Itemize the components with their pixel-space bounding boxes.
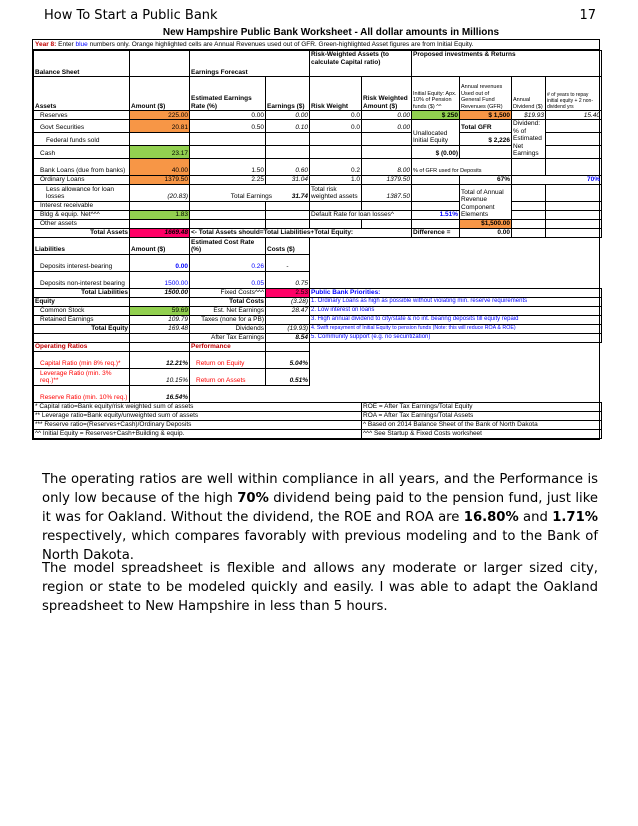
total-annual-label: Total of Annual Revenue Component Elements (460, 184, 512, 219)
hdr-assets: Assets (34, 77, 130, 111)
equity-label: Equity (34, 297, 130, 306)
unalloc-value: $ (0.00) (412, 145, 460, 158)
liab-amount-header: Amount ($) (130, 237, 190, 254)
res-ratio-value: 16.54% (130, 385, 190, 402)
priority-5: 5. Community support (e.g. no securitization) (310, 333, 602, 342)
blank (310, 368, 602, 385)
cap-ratio-value: 12.21% (130, 351, 190, 368)
blank (362, 219, 412, 228)
asset-earn: 0.00 (266, 111, 310, 120)
asset-label: Cash (34, 145, 130, 158)
note-2-right: ROA = After Tax Earnings/Total Assets (362, 411, 602, 420)
asset-rwa: 0.00 (362, 120, 412, 133)
hdr-annual-rev: Annual revenues Used out of General Fund Revenues (GFR) (460, 77, 512, 111)
total-annual-value: $1,500.00 (460, 219, 512, 228)
retained-label: Retained Earnings (34, 315, 130, 324)
asset-amount: 40.00 (130, 158, 190, 175)
asset-amount: 1379.50 (130, 175, 190, 184)
priority-4: 4. Swift repayment of Initial Equity to pension funds (Note: this will reduce ROA & ROE) (310, 324, 602, 333)
blank (512, 219, 546, 228)
dep-int-label: Deposits interest-bearing (34, 254, 130, 271)
gfr-pct-value: 67% (460, 175, 512, 184)
total-earnings-value: 31.74 (291, 193, 308, 200)
div-pct-value: 70% (512, 175, 602, 184)
asset-label: Interest receivable (34, 201, 130, 210)
blank (266, 219, 310, 228)
asset-rw: 0.2 (310, 158, 362, 175)
hdr-init-equity: Initial Equity: Apx. 10% of Pension funds ($) ^^ (412, 77, 460, 111)
years-value: 15.40 (546, 111, 602, 120)
worksheet-grid (32, 39, 600, 440)
blank (266, 145, 310, 158)
default-rate-label: Default Rate for loan losses^ (310, 210, 412, 219)
res-ratio-label: Reserve Ratio (min. 10% req.) (34, 385, 130, 402)
asset-label: Reserves (34, 111, 130, 120)
asset-rw: 0.0 (310, 111, 362, 120)
blank (546, 158, 602, 175)
blank (546, 210, 602, 219)
common-label: Common Stock (34, 306, 130, 315)
roa-value: 0.51% (266, 368, 310, 385)
asset-rwa: 0.00 (362, 111, 412, 120)
taxes-label: Taxes (none for a PB) (190, 315, 266, 324)
blank (130, 201, 190, 210)
total-liab-label: Total Liabilities (34, 288, 130, 297)
blank (362, 201, 412, 210)
fixed-costs-label: Fixed Costs^^^ (190, 288, 266, 297)
roa-no-div: 1.71% (552, 510, 598, 525)
roe-value: 5.04% (266, 351, 310, 368)
blank (546, 145, 602, 158)
asset-amount: 20.81 (130, 120, 190, 133)
blank (310, 237, 602, 254)
hdr-amount: Amount ($) (130, 77, 190, 111)
total-costs-label: Total Costs (190, 297, 266, 306)
blank (546, 184, 602, 201)
paragraph-1: The operating ratios are well within compliance in all years, and the Performance is only low because of the high 70% dividend being paid to the pension fund, just like it was for Oakland. Without the dividend, the ROE and ROA are 16.80% and 1.71% respectively, which compares favorably with previous modeling and to the Bank of North Dakota. (42, 472, 598, 563)
paragraph-2: The model spreadsheet is flexible and allows any moderate or larger sized city, region or state to be modeled quickly and easily. I was able to adapt the Oakland spreadsheet to New Hampshire in less than 5 hours. (42, 561, 598, 614)
asset-label: Other assets (34, 219, 130, 228)
after-tax-label: After Tax Earnings (190, 333, 266, 342)
blank (412, 175, 460, 184)
hdr-annual-div: Annual Dividend ($) (512, 77, 546, 111)
blank (190, 385, 602, 402)
worksheet-table (33, 50, 602, 439)
hdr-earnings: Earnings ($) (266, 77, 310, 111)
dividends-label: Dividends (190, 324, 266, 333)
blank (412, 219, 460, 228)
dep-int-amount: 0.00 (130, 254, 190, 271)
liab-header: Liabilities (34, 237, 130, 254)
blank (130, 132, 190, 145)
dep-int-rate: 0.26 (190, 254, 266, 271)
total-rwa-label: Total risk weighted assets (310, 184, 362, 201)
blank (130, 219, 190, 228)
asset-rwa: 1379.50 (362, 175, 412, 184)
note-3: *** Reserve ratio=(Reserves+Cash)/Ordinary Deposits (34, 420, 362, 429)
roe-label: Return on Equity (190, 351, 266, 368)
div-pct-label: Dividend: % of Estimated Net Earnings (512, 120, 546, 159)
lev-ratio-value: 10.15% (130, 368, 190, 385)
total-assets-value: 1669.48 (130, 228, 190, 237)
note-4: ^^ Initial Equity = Reserves+Cash+Building & equip. (34, 429, 362, 438)
instr-blue: blue (75, 41, 88, 48)
note-4-right: ^^^ See Startup & Fixed Costs worksheet (362, 429, 602, 438)
default-rate-value: 1.51% (412, 210, 460, 219)
dep-non-rate: 0.05 (190, 271, 266, 288)
asset-earn: 0.10 (266, 120, 310, 133)
asset-amount: 1.83 (130, 210, 190, 219)
priorities-title: Public Bank Priorities: (310, 288, 602, 297)
total-eq-label: Total Equity (34, 324, 130, 333)
total-earnings (190, 184, 310, 201)
note-3-right: ^ Based on 2014 Balance Sheet of the Bank of North Dakota (362, 420, 602, 429)
hdr-blank (130, 51, 190, 77)
total-gfr-label: Total GFR (460, 120, 512, 133)
costs-header: Costs ($) (266, 237, 310, 254)
total-costs-value: (3.28) (266, 297, 310, 306)
dep-non-cost: 0.75 (266, 271, 310, 288)
total-liab-value: 1500.00 (130, 288, 190, 297)
unalloc-label: Unallocated Initial Equity (412, 120, 460, 146)
blank (362, 132, 412, 145)
blank (546, 219, 602, 228)
asset-label: Bldg & equip. Net^^^ (34, 210, 130, 219)
asset-rw: 1.0 (310, 175, 362, 184)
blank (310, 219, 362, 228)
blank (34, 333, 130, 342)
difference-label: Difference = (412, 228, 460, 237)
difference-value: 0.00 (460, 228, 512, 237)
blank (310, 132, 362, 145)
blank (130, 333, 190, 342)
blank (310, 271, 602, 288)
asset-rate: 1.50 (190, 158, 266, 175)
total-earnings-label: Total Earnings (230, 193, 272, 200)
asset-label: Federal funds sold (34, 132, 130, 145)
note-1-right: ROE = After Tax Earnings/Total Equity (362, 402, 602, 411)
dep-non-amount: 1500.00 (130, 271, 190, 288)
hdr-risk-weight: Risk Weight (310, 77, 362, 111)
blank (512, 184, 546, 201)
hdr-rwa-amount: Risk Weighted Amount ($) (362, 77, 412, 111)
blank (460, 145, 512, 158)
gfr-pct-label: % of GFR used for Deposits (412, 158, 512, 175)
total-rwa-value: 1387.50 (362, 184, 412, 201)
blank (310, 201, 362, 210)
hdr-balance-sheet: Balance Sheet (34, 51, 130, 77)
fixed-costs-value: 2.53 (266, 288, 310, 297)
note-1: * Capital ratio=Bank equity/risk weighted sum of assets (34, 402, 362, 411)
instructions (33, 40, 599, 50)
page-number: 17 (579, 8, 596, 23)
blank (512, 228, 546, 237)
roe-no-div: 16.80% (463, 510, 519, 525)
blank (190, 210, 266, 219)
net-earn-label: Est. Net Earnings (190, 306, 266, 315)
priority-1: 1. Ordinary Loans as high as possible without violating min. reserve requirements (310, 297, 602, 306)
asset-label: Less allowance for loan losses (34, 184, 130, 201)
asset-label: Govt Securities (34, 120, 130, 133)
est-cost-header: Estimated Cost Rate (%) (190, 237, 266, 254)
blank (190, 201, 266, 210)
blank (412, 201, 460, 210)
asset-rate: 2.25 (190, 175, 266, 184)
dividend-pct: 70% (237, 491, 269, 506)
gfr-value: $ 1,500 (460, 111, 512, 120)
blank (266, 342, 310, 351)
worksheet (32, 27, 600, 440)
asset-earn: 0.60 (266, 158, 310, 175)
blank (546, 132, 602, 145)
blank (190, 145, 266, 158)
asset-amount: 23.17 (130, 145, 190, 158)
year-label: Year 8: (35, 41, 57, 48)
asset-label: Ordinary Loans (34, 175, 130, 184)
blank (266, 210, 310, 219)
blank (412, 184, 460, 201)
blank (266, 201, 310, 210)
asset-earn: 31.04 (266, 175, 310, 184)
asset-rate: 0.00 (190, 111, 266, 120)
blank (266, 132, 310, 145)
after-tax-value: 8.54 (266, 333, 310, 342)
asset-amount: 225.00 (130, 111, 190, 120)
blank (546, 120, 602, 133)
hdr-earnings-forecast: Earnings Forecast (190, 51, 310, 77)
cap-ratio-label: Capital Ratio (min 8% req.)* (34, 351, 130, 368)
dep-int-cost: - (266, 254, 310, 271)
instr-a: Enter (56, 41, 76, 48)
priority-2: 2. Low interest on loans (310, 306, 602, 315)
asset-amount: (20.83) (130, 184, 190, 201)
hdr-est-earn-rate: Estimated Earnings Rate (%) (190, 77, 266, 111)
asset-rwa: 8.00 (362, 158, 412, 175)
instr-b: numbers only. Orange highlighted cells are Annual Revenues used out of GFR. Green-highlighted Asset figures are from Initial Equity. (87, 41, 474, 48)
dep-non-label: Deposits non-interest bearing (34, 271, 130, 288)
total-assets-label: Total Assets (34, 228, 130, 237)
check-label: <- Total Assets should=Total Liabilities+Total Equity: (190, 228, 412, 237)
note-2: ** Leverage ratio=Bank equity/unweighted sum of assets (34, 411, 362, 420)
asset-label: Bank Loans (due from banks) (34, 158, 130, 175)
worksheet-title: New Hampshire Public Bank Worksheet - All dollar amounts in Millions (162, 27, 500, 38)
hdr-proposed: Proposed investments & Returns (412, 51, 602, 77)
hdr-rwa: Risk-Weighted Assets (to calculate Capital ratio) (310, 51, 412, 77)
hdr-years-repay: # of years to repay initial equity + 2 non-dividend yrs (546, 77, 602, 111)
dividends-value: (19.93) (266, 324, 310, 333)
blank (512, 158, 546, 175)
net-earn-value: 28.47 (266, 306, 310, 315)
blank (130, 342, 190, 351)
init-equity-value: $ 250 (412, 111, 460, 120)
page-title: How To Start a Public Bank (44, 8, 218, 23)
perf-label: Performance (190, 342, 266, 351)
blank (310, 342, 602, 351)
asset-rate: 0.50 (190, 120, 266, 133)
common-value: 59.69 (130, 306, 190, 315)
roa-label: Return on Assets (190, 368, 266, 385)
blank (512, 201, 546, 210)
asset-rw: 0.0 (310, 120, 362, 133)
total-gfr-value: $ 2,226 (460, 132, 512, 145)
blank (190, 219, 266, 228)
blank (546, 228, 602, 237)
total-eq-value: 169.48 (130, 324, 190, 333)
blank (190, 132, 266, 145)
blank (512, 210, 546, 219)
blank (362, 145, 412, 158)
blank (310, 351, 602, 368)
lev-ratio-label: Leverage Ratio (min. 3% req.)** (34, 368, 130, 385)
retained-value: 109.79 (130, 315, 190, 324)
dividend-value: $19.93 (512, 111, 546, 120)
taxes-value (266, 315, 310, 324)
blank (130, 297, 190, 306)
op-ratios-label: Operating Ratios (34, 342, 130, 351)
blank (310, 145, 362, 158)
blank (546, 201, 602, 210)
priority-3: 3. High annual dividend to city/state & no int. bearing deposits till equity repaid (310, 315, 602, 324)
blank (310, 254, 602, 271)
